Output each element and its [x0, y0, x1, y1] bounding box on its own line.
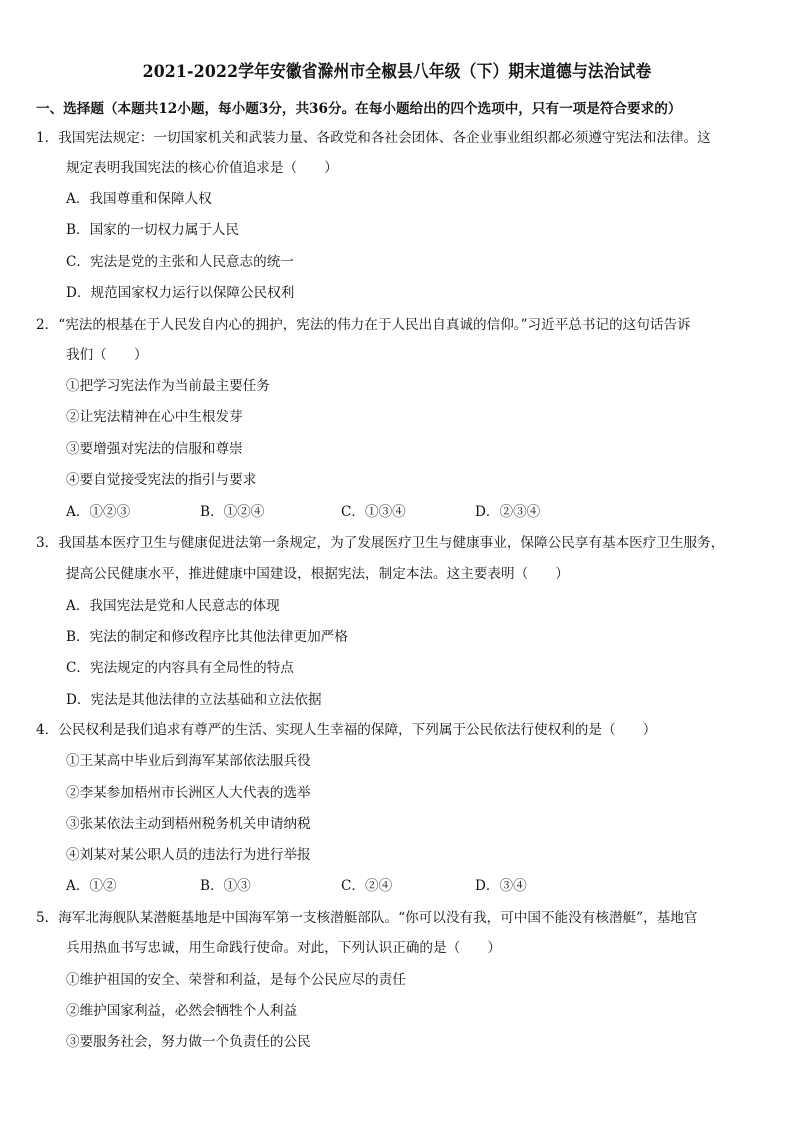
question-2-statement-2: ②让宪法精神在心中生根发芽 — [66, 409, 243, 425]
question-4-stem-line-1: 4．公民权利是我们追求有尊严的生活、实现人生幸福的保障，下列属于公民依法行使权利的是（ ） — [36, 722, 657, 738]
page-title: 2021-2022学年安徽省滁州市全椒县八年级（下）期末道德与法治试卷 — [142, 62, 652, 82]
question-2-option-d: D．②③④ — [475, 504, 541, 520]
question-1-option-a: A．我国尊重和保障人权 — [66, 191, 212, 207]
question-2-option-b: B．①②④ — [200, 504, 265, 520]
question-5-stem-line-1: 5．海军北海舰队某潜艇基地是中国海军第一支核潜艇部队。“你可以没有我，可中国不能没有核潜艇”，基地官 — [36, 910, 698, 926]
question-5-statement-1: ①维护祖国的安全、荣誉和利益，是每个公民应尽的责任 — [66, 972, 406, 988]
question-2-option-c: C．①③④ — [341, 504, 406, 520]
question-1-stem-line-1: 1．我国宪法规定：一切国家机关和武装力量、各政党和各社会团体、各企业事业组织都必须遵守宪法和法律。这 — [36, 130, 711, 146]
question-3-option-c: C．宪法规定的内容具有全局性的特点 — [66, 660, 294, 676]
question-4-statement-4: ④刘某对某公职人员的违法行为进行举报 — [66, 847, 311, 863]
question-5-statement-2: ②维护国家利益，必然会牺牲个人利益 — [66, 1003, 298, 1019]
question-2-stem-line-1: 2．“宪法的根基在于人民发自内心的拥护，宪法的伟力在于人民出自真诚的信仰。”习近平总书记的这句话告诉 — [36, 317, 691, 333]
question-2-statement-3: ③要增强对宪法的信服和尊崇 — [66, 441, 243, 457]
question-3-option-d: D．宪法是其他法律的立法基础和立法依据 — [66, 692, 322, 708]
question-2-statement-4: ④要自觉接受宪法的指引与要求 — [66, 472, 257, 488]
question-1-option-d: D．规范国家权力运行以保障公民权利 — [66, 285, 295, 301]
question-5-stem-line-2: 兵用热血书写忠诚，用生命践行使命。对此，下列认识正确的是（ ） — [66, 940, 501, 956]
question-1-option-c: C．宪法是党的主张和人民意志的统一 — [66, 254, 294, 270]
question-4-option-a: A．①② — [66, 878, 117, 894]
question-4-option-d: D．③④ — [475, 878, 527, 894]
question-4-statement-3: ③张某依法主动到梧州税务机关申请纳税 — [66, 816, 311, 832]
question-2-stem-line-2: 我们（ ） — [66, 347, 148, 363]
question-4-option-c: C．②④ — [341, 878, 393, 894]
question-4-statement-1: ①王某高中毕业后到海军某部依法服兵役 — [66, 753, 311, 769]
question-3-option-a: A．我国宪法是党和人民意志的体现 — [66, 598, 280, 614]
section-heading: 一、选择题（本题共12小题，每小题3分，共36分。在每小题给出的四个选项中，只有一项是符合要求的） — [36, 101, 682, 117]
question-5-statement-3: ③要服务社会，努力做一个负责任的公民 — [66, 1034, 311, 1050]
question-4-statement-2: ②李某参加梧州市长洲区人大代表的选举 — [66, 785, 311, 801]
question-2-option-a: A．①②③ — [66, 504, 131, 520]
question-3-stem-line-2: 提高公民健康水平，推进健康中国建设，根据宪法，制定本法。这主要表明（ ） — [66, 566, 569, 582]
question-3-option-b: B．宪法的制定和修改程序比其他法律更加严格 — [66, 629, 348, 645]
question-1-stem-line-2: 规定表明我国宪法的核心价值追求是（ ） — [66, 160, 338, 176]
question-2-statement-1: ①把学习宪法作为当前最主要任务 — [66, 378, 270, 394]
question-4-option-b: B．①③ — [200, 878, 251, 894]
question-1-option-b: B．国家的一切权力属于人民 — [66, 222, 240, 238]
question-3-stem-line-1: 3．我国基本医疗卫生与健康促进法第一条规定，为了发展医疗卫生与健康事业，保障公民享有基本医疗卫生服务， — [36, 535, 725, 551]
